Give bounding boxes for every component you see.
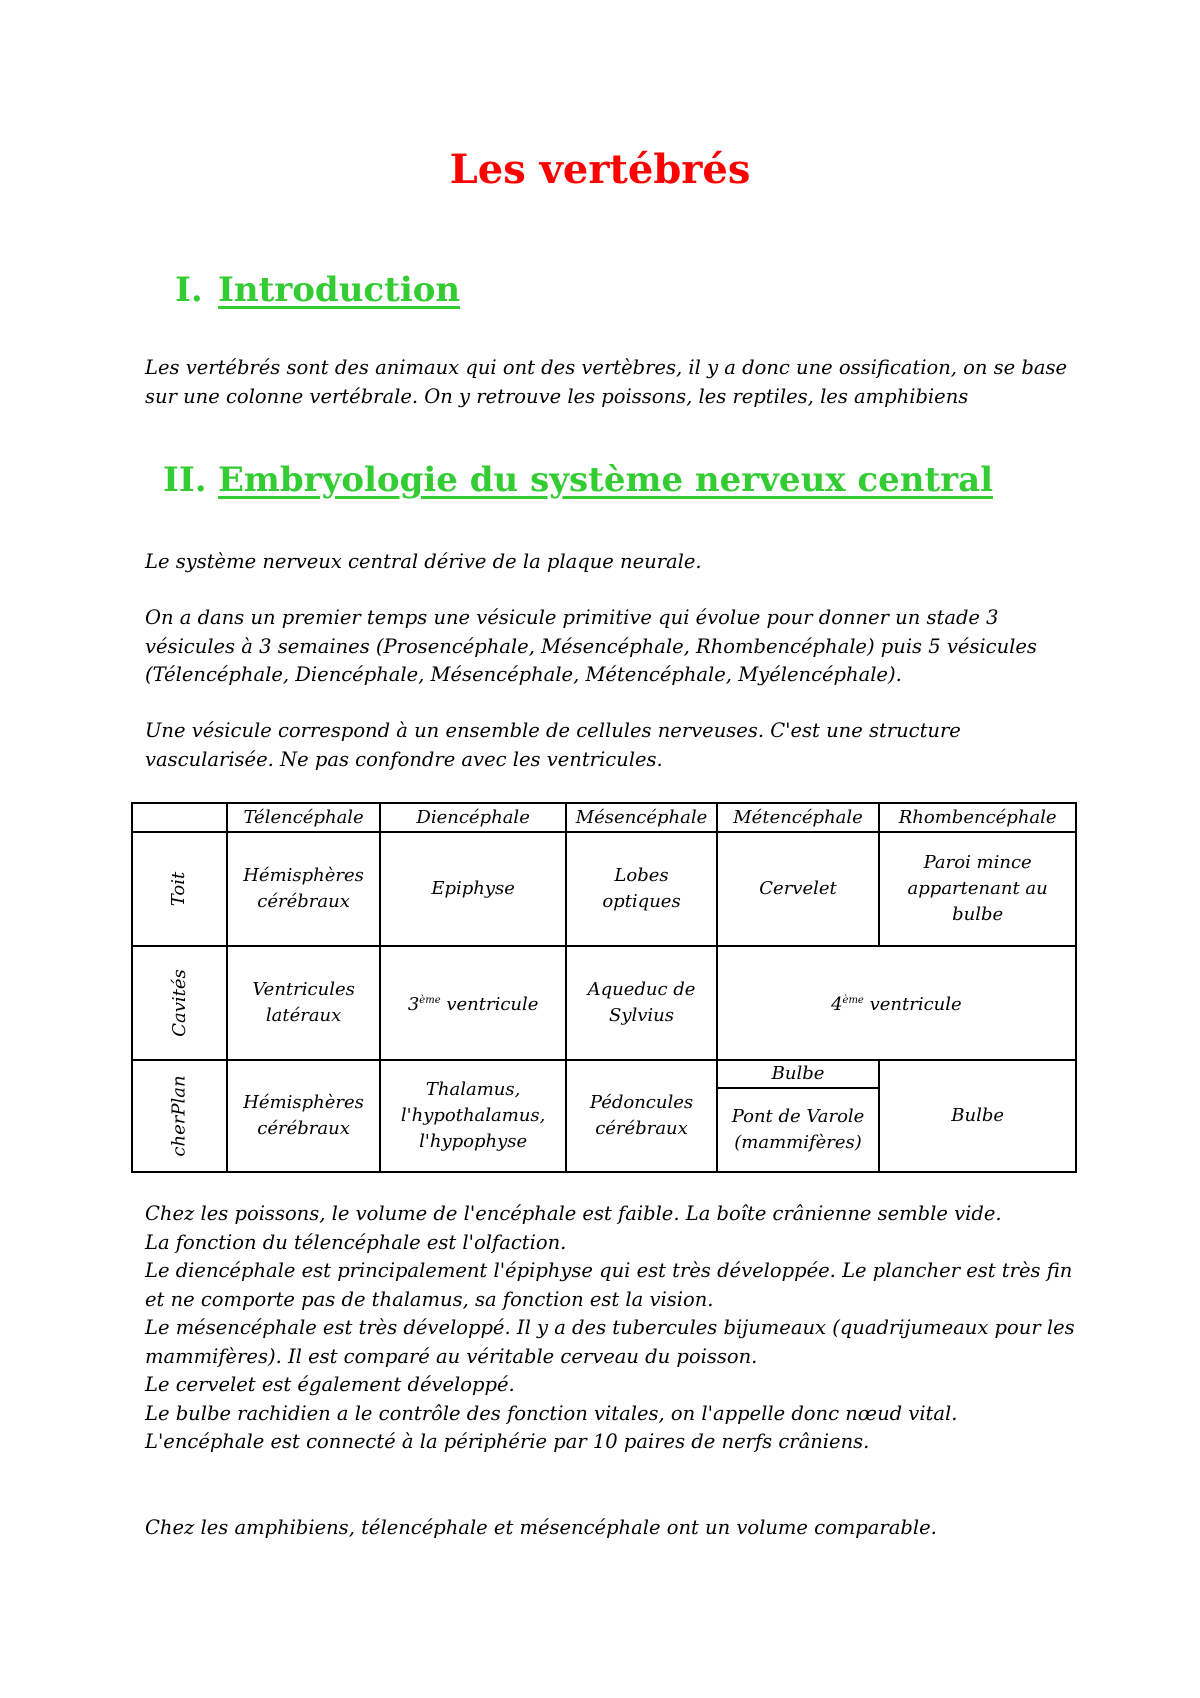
table-corner-cell [132,803,227,832]
vesicle-table [131,802,1077,1173]
page-title: Les vertébrés [449,146,751,193]
table-cell: Lobes optiques [566,832,717,946]
table-cell: Bulbe [879,1060,1076,1172]
table-header-cell: Mésencéphale [566,803,717,832]
table-cell: Paroi mince appartenant au bulbe [879,832,1076,946]
section-number: I. [175,270,203,310]
section-title: Embryologie du système nerveux central [218,460,994,500]
fish-paragraph [145,1200,1075,1457]
table-cell: Hémisphères cérébraux [227,1060,380,1172]
row-label-plancher: cherPlan [132,1060,227,1172]
section-heading-embryologie [163,458,993,502]
amphibian-paragraph [145,1514,1075,1543]
paragraph-text: Les vertébrés sont des animaux qui ont des vertèbres, il y a donc une ossification, on se base sur une colonne vertébrale. On y retrouve les poissons, les reptiles, les amphibiens [145,356,1068,408]
table-cell: Aqueduc de Sylvius [566,946,717,1060]
intro-paragraph [145,354,1075,411]
table-row [132,832,1076,946]
paragraph-text: Chez les amphibiens, télencéphale et mésencéphale ont un volume comparable. [145,1516,937,1539]
table-cell: 3ème ventricule [380,946,566,1060]
table-cell: Epiphyse [380,832,566,946]
table-cell: 4ème ventricule [717,946,1076,1060]
section-heading-introduction [175,268,460,312]
section-title: Introduction [218,270,461,310]
table-cell: Ventricules latéraux [227,946,380,1060]
paragraph-line: Le mésencéphale est très développé. Il y a des tubercules bijumeaux (quadrijumeaux pour les mammifères). Il est comparé au véritable cerveau du poisson. [145,1316,1075,1368]
paragraph-text: On a dans un premier temps une vésicule primitive qui évolue pour donner un stade 3 vésicules à 3 semaines (Prosencéphale, Mésencéphale, Rhombencéphale) puis 5 vésicules (Télencéphale, Diencéphale, Mésencéphale, Métencéphale, Myélencéphale). [145,606,1037,686]
embryo-paragraph-2 [145,604,1075,690]
table-header-cell: Télencéphale [227,803,380,832]
table-header-cell: Métencéphale [717,803,880,832]
table-row [132,1060,1076,1088]
paragraph-line: La fonction du télencéphale est l'olfaction. [145,1230,567,1254]
paragraph-line: Le diencéphale est principalement l'épiphyse qui est très développée. Le plancher est très fin et ne comporte pas de thalamus, sa fonction est la vision. [145,1259,1073,1311]
paragraph-line: L'encéphale est connecté à la périphérie par 10 paires de nerfs crâniens. [145,1430,870,1453]
paragraph-text: Le système nerveux central dérive de la plaque neurale. [145,550,702,573]
table-row [132,946,1076,1060]
paragraph-line: Le cervelet est également développé. [145,1373,515,1396]
table-cell: Bulbe [717,1060,880,1088]
table-header-row [132,803,1076,832]
paragraph-line: Chez les poissons, le volume de l'encéphale est faible. La boîte crânienne semble vide. [145,1202,1002,1225]
table-cell: Thalamus, l'hypothalamus, l'hypophyse [380,1060,566,1172]
table-cell: Cervelet [717,832,880,946]
embryo-paragraph-3 [145,717,1075,774]
paragraph-text: Une vésicule correspond à un ensemble de cellules nerveuses. C'est une structure vascularisée. Ne pas confondre avec les ventricules. [145,719,961,771]
paragraph-line: Le bulbe rachidien a le contrôle des fonction vitales, on l'appelle donc nœud vital. [145,1401,958,1425]
table-cell: Pont de Varole (mammifères) [717,1088,880,1172]
row-label-cavites: Cavités [132,946,227,1060]
row-label-toit: Toit [132,832,227,946]
table-cell: Pédoncules cérébraux [566,1060,717,1172]
table-header-cell: Diencéphale [380,803,566,832]
section-number: II. [163,460,207,500]
embryo-paragraph-1 [145,548,1075,577]
table-header-cell: Rhombencéphale [879,803,1076,832]
table-cell: Hémisphères cérébraux [227,832,380,946]
